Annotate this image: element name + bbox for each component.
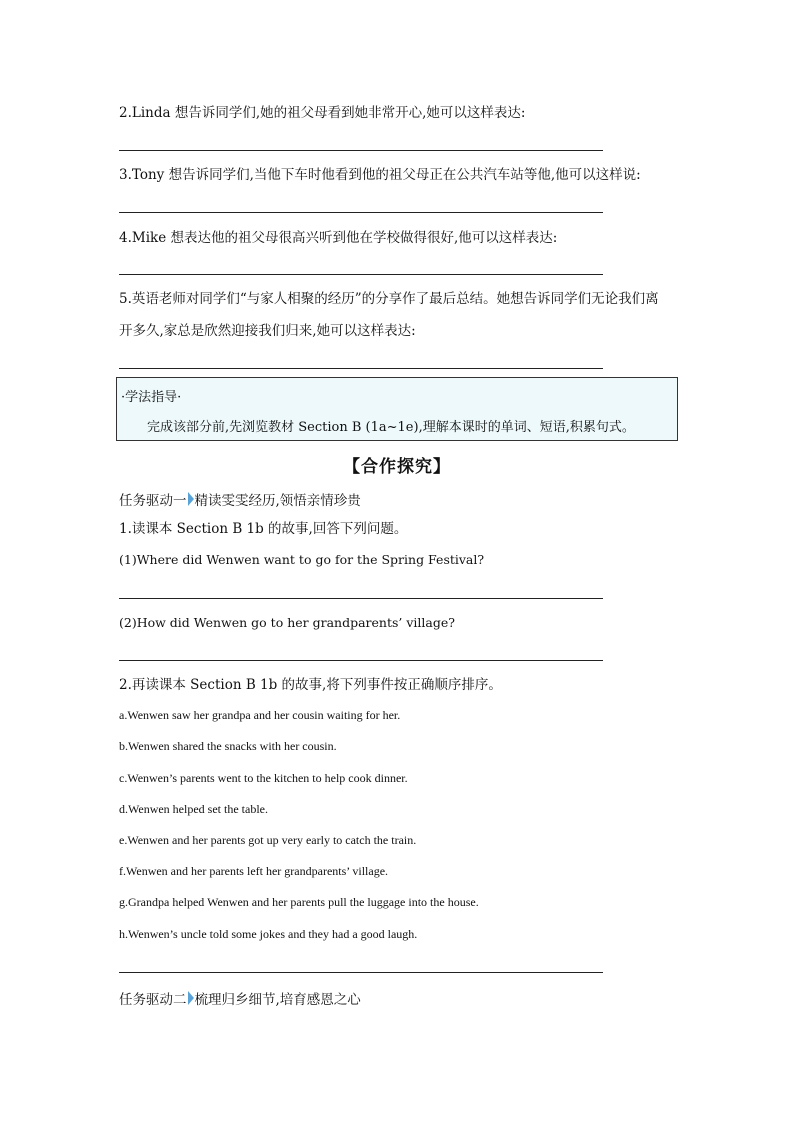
task-1-text: 精读雯雯经历,领悟亲情珍贵 <box>194 493 361 509</box>
study-guide-body: 完成该部分前,先浏览教材 Section B (1a~1e),理解本课时的单词、短语,积累句式。 <box>147 420 635 435</box>
answer-line <box>119 212 603 213</box>
task-1-prefix: 任务驱动一 <box>119 493 187 509</box>
answer-line <box>119 972 603 973</box>
question-5-line-1: 5.英语老师对同学们“与家人相聚的经历”的分享作了最后总结。她想告诉同学们无论我们离 <box>119 291 659 307</box>
event-item: c.Wenwen’s parents went to the kitchen to help cook dinner. <box>119 771 408 785</box>
task-2-prefix: 任务驱动二 <box>119 992 187 1008</box>
study-guide-title: ·学法指导· <box>121 390 182 405</box>
task-2-heading <box>119 988 361 1008</box>
event-item: h.Wenwen’s uncle told some jokes and they had a good laugh. <box>119 927 418 941</box>
study-guide-box <box>116 377 678 441</box>
section-heading: 【合作探究】 <box>343 457 451 477</box>
answer-line <box>119 150 603 151</box>
answer-line <box>119 598 603 599</box>
exercise-1-question-1: (1)Where did Wenwen want to go for the Spring Festival? <box>119 552 485 567</box>
question-5-line-2: 开多久,家总是欣然迎接我们归来,她可以这样表达: <box>119 323 416 339</box>
answer-line <box>119 368 603 369</box>
exercise-1-instruction: 1.读课本 Section B 1b 的故事,回答下列问题。 <box>119 521 408 537</box>
question-2: 2.Linda 想告诉同学们,她的祖父母看到她非常开心,她可以这样表达: <box>119 105 526 121</box>
task-1-heading <box>119 489 361 509</box>
answer-line <box>119 660 603 661</box>
question-3: 3.Tony 想告诉同学们,当他下车时他看到他的祖父母正在公共汽车站等他,他可以这样说: <box>119 167 641 183</box>
question-4: 4.Mike 想表达他的祖父母很高兴听到他在学校做得很好,他可以这样表达: <box>119 230 558 246</box>
event-item: g.Grandpa helped Wenwen and her parents pull the luggage into the house. <box>119 895 479 909</box>
answer-line <box>119 274 603 275</box>
event-item: f.Wenwen and her parents left her grandparents’ village. <box>119 864 389 878</box>
event-item: e.Wenwen and her parents got up very early to catch the train. <box>119 833 417 847</box>
arrow-icon <box>188 492 194 506</box>
arrow-icon <box>188 991 194 1005</box>
event-item: a.Wenwen saw her grandpa and her cousin waiting for her. <box>119 708 401 722</box>
event-item: b.Wenwen shared the snacks with her cousin. <box>119 739 337 753</box>
exercise-2-instruction: 2.再读课本 Section B 1b 的故事,将下列事件按正确顺序排序。 <box>119 677 502 693</box>
task-2-text: 梳理归乡细节,培育感恩之心 <box>194 992 361 1008</box>
exercise-1-question-2: (2)How did Wenwen go to her grandparents’ village? <box>119 615 455 630</box>
event-item: d.Wenwen helped set the table. <box>119 802 268 816</box>
